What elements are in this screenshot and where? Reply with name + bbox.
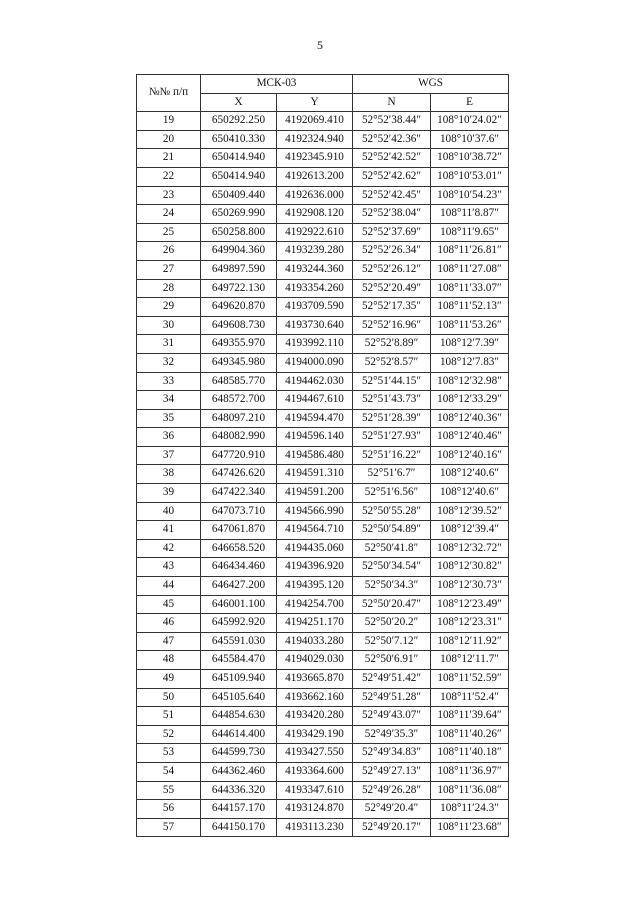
cell-y: 4193124.870: [277, 800, 353, 819]
cell-x: 645992.920: [201, 614, 277, 633]
cell-x: 648097.210: [201, 409, 277, 428]
cell-x: 644599.730: [201, 744, 277, 763]
table-row: [137, 391, 509, 410]
table-row: [137, 800, 509, 819]
table-row: [137, 205, 509, 224]
cell-x: 648572.700: [201, 391, 277, 410]
cell-y: 4194586.480: [277, 446, 353, 465]
table-row: [137, 279, 509, 298]
table-row: [137, 446, 509, 465]
cell-x: 649355.970: [201, 335, 277, 354]
cell-number: 46: [137, 614, 201, 633]
cell-n: 52°49′51.42″: [353, 670, 431, 689]
cell-x: 650414.940: [201, 167, 277, 186]
cell-y: 4193420.280: [277, 707, 353, 726]
cell-e: 108°11′33.07″: [431, 279, 509, 298]
cell-y: 4193992.110: [277, 335, 353, 354]
cell-e: 108°12′7.39″: [431, 335, 509, 354]
cell-y: 4194033.280: [277, 632, 353, 651]
cell-e: 108°11′24.3″: [431, 800, 509, 819]
table-row: [137, 130, 509, 149]
cell-x: 649620.870: [201, 298, 277, 317]
cell-y: 4194251.170: [277, 614, 353, 633]
cell-y: 4193364.600: [277, 762, 353, 781]
cell-n: 52°50′20.2″: [353, 614, 431, 633]
cell-e: 108°11′9.65″: [431, 223, 509, 242]
cell-n: 52°51′44.15″: [353, 372, 431, 391]
cell-y: 4193429.190: [277, 725, 353, 744]
cell-e: 108°10′24.02″: [431, 112, 509, 131]
cell-x: 644362.460: [201, 762, 277, 781]
cell-y: 4193730.640: [277, 316, 353, 335]
table-row: [137, 725, 509, 744]
cell-number: 33: [137, 372, 201, 391]
cell-y: 4194596.140: [277, 428, 353, 447]
cell-y: 4194029.030: [277, 651, 353, 670]
cell-number: 42: [137, 539, 201, 558]
table-row: [137, 223, 509, 242]
cell-e: 108°12′40.36″: [431, 409, 509, 428]
cell-x: 646427.200: [201, 577, 277, 596]
table-row: [137, 781, 509, 800]
column-header-number: №№ п/п: [137, 75, 201, 112]
cell-number: 52: [137, 725, 201, 744]
cell-number: 47: [137, 632, 201, 651]
table-body: [137, 112, 509, 837]
cell-x: 645105.640: [201, 688, 277, 707]
table-row: [137, 465, 509, 484]
cell-e: 108°10′53.01″: [431, 167, 509, 186]
cell-y: 4192069.410: [277, 112, 353, 131]
cell-e: 108°11′8.87″: [431, 205, 509, 224]
cell-y: 4193665.870: [277, 670, 353, 689]
table-row: [137, 558, 509, 577]
cell-x: 645109.940: [201, 670, 277, 689]
cell-number: 44: [137, 577, 201, 596]
cell-e: 108°12′7.83″: [431, 353, 509, 372]
cell-y: 4192345.910: [277, 149, 353, 168]
table-row: [137, 502, 509, 521]
column-group-msk03: МСК-03: [201, 75, 353, 94]
cell-e: 108°11′53.26″: [431, 316, 509, 335]
cell-x: 647073.710: [201, 502, 277, 521]
cell-number: 38: [137, 465, 201, 484]
cell-number: 20: [137, 130, 201, 149]
table-row: [137, 372, 509, 391]
cell-n: 52°49′43.07″: [353, 707, 431, 726]
cell-e: 108°12′32.98″: [431, 372, 509, 391]
cell-e: 108°11′40.26″: [431, 725, 509, 744]
cell-number: 22: [137, 167, 201, 186]
cell-e: 108°12′40.6″: [431, 484, 509, 503]
table-row: [137, 632, 509, 651]
table-header: [137, 75, 509, 112]
cell-y: 4193239.280: [277, 242, 353, 261]
cell-x: 644854.630: [201, 707, 277, 726]
cell-number: 27: [137, 260, 201, 279]
cell-n: 52°49′26.28″: [353, 781, 431, 800]
cell-y: 4192922.610: [277, 223, 353, 242]
cell-n: 52°49′34.83″: [353, 744, 431, 763]
cell-number: 34: [137, 391, 201, 410]
cell-n: 52°52′38.44″: [353, 112, 431, 131]
cell-e: 108°11′36.97″: [431, 762, 509, 781]
cell-x: 650258.800: [201, 223, 277, 242]
cell-n: 52°50′20.47″: [353, 595, 431, 614]
cell-e: 108°12′39.52″: [431, 502, 509, 521]
cell-x: 644157.170: [201, 800, 277, 819]
table-row: [137, 335, 509, 354]
cell-x: 647426.620: [201, 465, 277, 484]
cell-n: 52°50′41.8″: [353, 539, 431, 558]
cell-n: 52°52′17.35″: [353, 298, 431, 317]
cell-x: 650409.440: [201, 186, 277, 205]
cell-e: 108°12′33.29″: [431, 391, 509, 410]
cell-number: 40: [137, 502, 201, 521]
cell-e: 108°12′11.7″: [431, 651, 509, 670]
cell-n: 52°49′20.17″: [353, 818, 431, 837]
cell-e: 108°10′37.6″: [431, 130, 509, 149]
table-row: [137, 688, 509, 707]
table-row: [137, 167, 509, 186]
table-row: [137, 353, 509, 372]
cell-x: 649345.980: [201, 353, 277, 372]
cell-y: 4193113.230: [277, 818, 353, 837]
cell-n: 52°49′20.4″: [353, 800, 431, 819]
cell-n: 52°49′35.3″: [353, 725, 431, 744]
cell-x: 649722.130: [201, 279, 277, 298]
cell-e: 108°11′40.18″: [431, 744, 509, 763]
cell-x: 650269.990: [201, 205, 277, 224]
cell-number: 25: [137, 223, 201, 242]
table-row: [137, 651, 509, 670]
cell-x: 646434.460: [201, 558, 277, 577]
cell-e: 108°12′23.31″: [431, 614, 509, 633]
cell-y: 4193347.610: [277, 781, 353, 800]
cell-n: 52°50′7.12″: [353, 632, 431, 651]
cell-n: 52°52′8.89″: [353, 335, 431, 354]
cell-number: 28: [137, 279, 201, 298]
cell-number: 48: [137, 651, 201, 670]
cell-number: 43: [137, 558, 201, 577]
cell-y: 4194462.030: [277, 372, 353, 391]
cell-e: 108°12′30.73″: [431, 577, 509, 596]
cell-y: 4193427.550: [277, 744, 353, 763]
cell-number: 24: [137, 205, 201, 224]
cell-number: 50: [137, 688, 201, 707]
cell-y: 4194591.310: [277, 465, 353, 484]
page-number: 5: [317, 38, 323, 52]
cell-n: 52°49′27.13″: [353, 762, 431, 781]
cell-y: 4194566.990: [277, 502, 353, 521]
cell-number: 56: [137, 800, 201, 819]
cell-x: 646658.520: [201, 539, 277, 558]
cell-e: 108°11′52.13″: [431, 298, 509, 317]
cell-y: 4194594.470: [277, 409, 353, 428]
cell-number: 45: [137, 595, 201, 614]
table-row: [137, 744, 509, 763]
table-row: [137, 409, 509, 428]
cell-n: 52°52′26.34″: [353, 242, 431, 261]
cell-e: 108°12′23.49″: [431, 595, 509, 614]
cell-number: 36: [137, 428, 201, 447]
cell-n: 52°51′43.73″: [353, 391, 431, 410]
cell-e: 108°12′32.72″: [431, 539, 509, 558]
cell-number: 37: [137, 446, 201, 465]
cell-number: 21: [137, 149, 201, 168]
cell-number: 29: [137, 298, 201, 317]
cell-e: 108°10′38.72″: [431, 149, 509, 168]
table-row: [137, 707, 509, 726]
cell-e: 108°12′40.16″: [431, 446, 509, 465]
cell-number: 55: [137, 781, 201, 800]
table-row: [137, 670, 509, 689]
cell-n: 52°52′42.62″: [353, 167, 431, 186]
cell-n: 52°52′42.45″: [353, 186, 431, 205]
cell-n: 52°52′42.52″: [353, 149, 431, 168]
cell-x: 647422.340: [201, 484, 277, 503]
cell-y: 4192636.000: [277, 186, 353, 205]
cell-x: 650410.330: [201, 130, 277, 149]
cell-number: 19: [137, 112, 201, 131]
cell-e: 108°11′52.4″: [431, 688, 509, 707]
cell-y: 4192324.940: [277, 130, 353, 149]
table-row: [137, 298, 509, 317]
cell-n: 52°50′34.54″: [353, 558, 431, 577]
cell-x: 646001.100: [201, 595, 277, 614]
cell-number: 32: [137, 353, 201, 372]
cell-n: 52°51′28.39″: [353, 409, 431, 428]
cell-e: 108°10′54.23″: [431, 186, 509, 205]
table-row: [137, 521, 509, 540]
table-row: [137, 149, 509, 168]
cell-y: 4194564.710: [277, 521, 353, 540]
table-row: [137, 112, 509, 131]
cell-y: 4194254.700: [277, 595, 353, 614]
cell-e: 108°11′23.68″: [431, 818, 509, 837]
cell-number: 51: [137, 707, 201, 726]
cell-n: 52°52′8.57″: [353, 353, 431, 372]
cell-n: 52°52′26.12″: [353, 260, 431, 279]
cell-y: 4194591.200: [277, 484, 353, 503]
cell-x: 647061.870: [201, 521, 277, 540]
table-row: [137, 577, 509, 596]
cell-number: 31: [137, 335, 201, 354]
cell-n: 52°52′16.96″: [353, 316, 431, 335]
cell-n: 52°51′6.56″: [353, 484, 431, 503]
column-group-wgs: WGS: [353, 75, 509, 94]
cell-number: 54: [137, 762, 201, 781]
cell-x: 645584.470: [201, 651, 277, 670]
cell-n: 52°49′51.28″: [353, 688, 431, 707]
cell-x: 644336.320: [201, 781, 277, 800]
cell-x: 650292.250: [201, 112, 277, 131]
cell-y: 4194396.920: [277, 558, 353, 577]
cell-e: 108°12′40.6″: [431, 465, 509, 484]
cell-y: 4194467.610: [277, 391, 353, 410]
table-row: [137, 260, 509, 279]
cell-n: 52°52′38.04″: [353, 205, 431, 224]
table-row: [137, 818, 509, 837]
cell-x: 644614.400: [201, 725, 277, 744]
table-row: [137, 316, 509, 335]
cell-number: 35: [137, 409, 201, 428]
table-row: [137, 614, 509, 633]
cell-number: 53: [137, 744, 201, 763]
table-row: [137, 539, 509, 558]
cell-e: 108°11′39.64″: [431, 707, 509, 726]
cell-n: 52°52′20.49″: [353, 279, 431, 298]
table-row: [137, 428, 509, 447]
cell-e: 108°12′40.46″: [431, 428, 509, 447]
cell-n: 52°50′54.89″: [353, 521, 431, 540]
cell-e: 108°11′27.08″: [431, 260, 509, 279]
cell-y: 4194435.060: [277, 539, 353, 558]
cell-number: 23: [137, 186, 201, 205]
table-row: [137, 242, 509, 261]
cell-y: 4192908.120: [277, 205, 353, 224]
cell-n: 52°51′27.93″: [353, 428, 431, 447]
cell-n: 52°50′34.3″: [353, 577, 431, 596]
cell-e: 108°12′11.92″: [431, 632, 509, 651]
cell-n: 52°52′42.36″: [353, 130, 431, 149]
table-row: [137, 595, 509, 614]
cell-e: 108°12′39.4″: [431, 521, 509, 540]
cell-e: 108°11′52.59″: [431, 670, 509, 689]
cell-x: 648585.770: [201, 372, 277, 391]
cell-x: 649608.730: [201, 316, 277, 335]
coordinates-table: [136, 74, 509, 837]
column-header-y: Y: [277, 93, 353, 112]
cell-x: 650414.940: [201, 149, 277, 168]
cell-x: 644150.170: [201, 818, 277, 837]
cell-e: 108°12′30.82″: [431, 558, 509, 577]
column-header-x: X: [201, 93, 277, 112]
cell-n: 52°51′6.7″: [353, 465, 431, 484]
cell-x: 647720.910: [201, 446, 277, 465]
column-header-n: N: [353, 93, 431, 112]
cell-y: 4193709.590: [277, 298, 353, 317]
column-header-e: E: [431, 93, 509, 112]
cell-y: 4192613.200: [277, 167, 353, 186]
cell-x: 649904.360: [201, 242, 277, 261]
cell-number: 26: [137, 242, 201, 261]
cell-y: 4194395.120: [277, 577, 353, 596]
cell-x: 648082.990: [201, 428, 277, 447]
cell-e: 108°11′36.08″: [431, 781, 509, 800]
cell-x: 645591.030: [201, 632, 277, 651]
table-row: [137, 762, 509, 781]
cell-n: 52°52′37.69″: [353, 223, 431, 242]
cell-y: 4193244.360: [277, 260, 353, 279]
cell-number: 49: [137, 670, 201, 689]
cell-y: 4194000.090: [277, 353, 353, 372]
cell-number: 39: [137, 484, 201, 503]
cell-n: 52°51′16.22″: [353, 446, 431, 465]
cell-number: 41: [137, 521, 201, 540]
cell-e: 108°11′26.81″: [431, 242, 509, 261]
cell-x: 649897.590: [201, 260, 277, 279]
cell-n: 52°50′6.91″: [353, 651, 431, 670]
table-row: [137, 186, 509, 205]
cell-y: 4193354.260: [277, 279, 353, 298]
table-row: [137, 484, 509, 503]
cell-y: 4193662.160: [277, 688, 353, 707]
cell-number: 57: [137, 818, 201, 837]
cell-n: 52°50′55.28″: [353, 502, 431, 521]
cell-number: 30: [137, 316, 201, 335]
